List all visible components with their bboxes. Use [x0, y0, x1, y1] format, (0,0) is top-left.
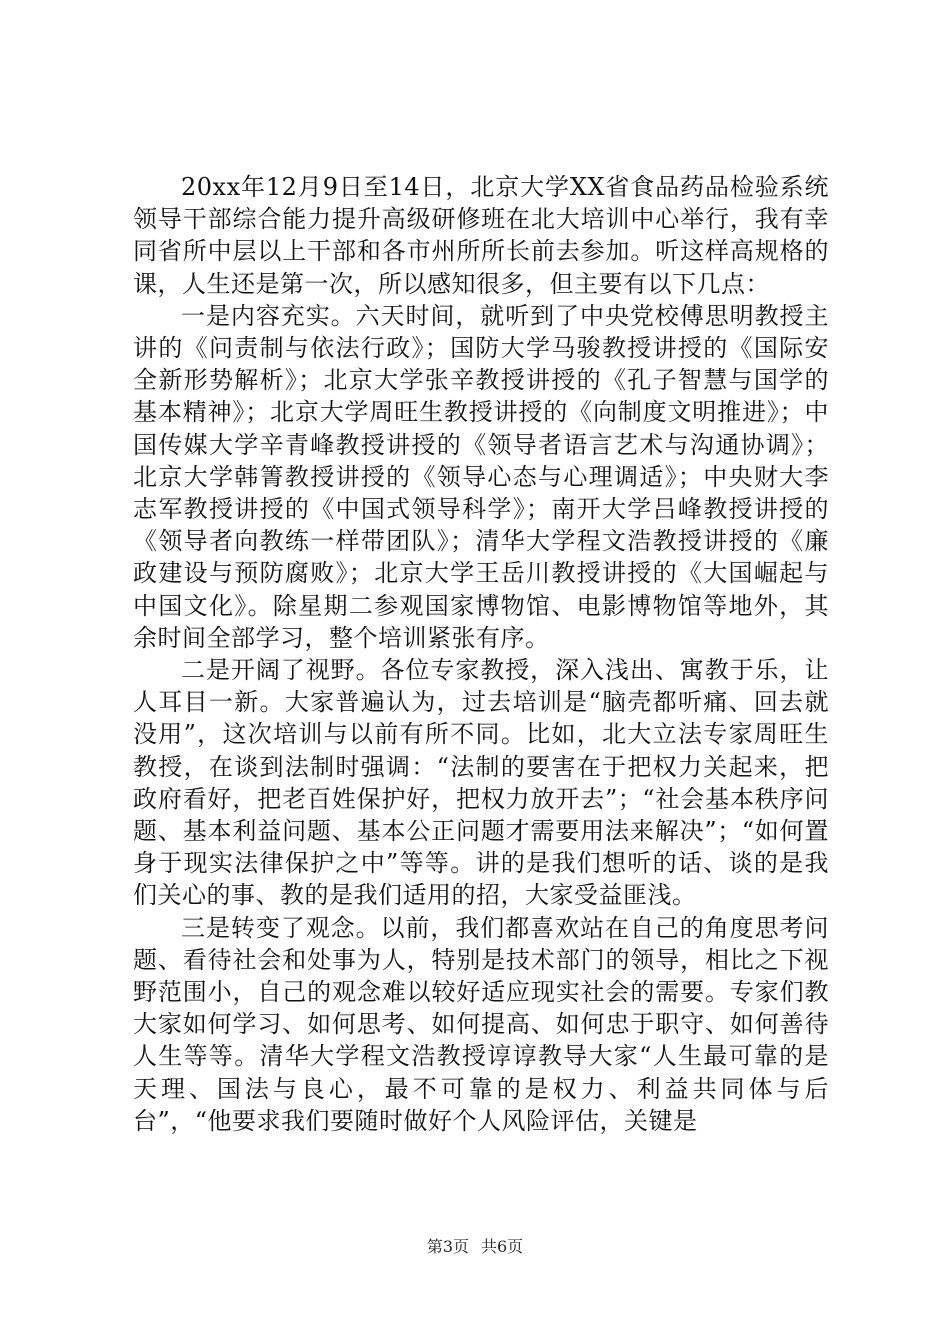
page-number-total: 共6页	[481, 1237, 524, 1256]
paragraph-content-rich: 一是内容充实。六天时间，就听到了中央党校傅思明教授主讲的《问责制与依法行政》；国防大学马骏教授讲授的《国际安全新形势解析》；北京大学张辛教授讲授的《孔子智慧与国学的基本精神》；北京大学周旺生教授讲授的《向制度文明推进》；中国传媒大学辛青峰教授讲授的《领导者语言艺术与沟通协调》；北京大学韩箐教授讲授的《领导心态与心理调适》；中央财大李志军教授讲授的《中国式领导科学》；南开大学吕峰教授讲授的《领导者向教练一样带团队》；清华大学程文浩教授讲授的《廉政建设与预防腐败》；北京大学王岳川教授讲授的《大国崛起与中国文化》。除星期二参观国家博物馆、电影博物馆等地外，其余时间全部学习，整个培训紧张有序。	[133, 301, 829, 652]
paragraph-intro: 20xx年12月9日至14日，北京大学XX省食品药品检验系统领导干部综合能力提升高级研修班在北大培训中心举行，我有幸同省所中层以上干部和各市州所所长前去参加。听这样高规格的课，人生还是第一次，所以感知很多，但主要有以下几点：	[133, 173, 829, 298]
document-body	[133, 171, 829, 1137]
paragraph-broadened-vision: 二是开阔了视野。各位专家教授，深入浅出、寓教于乐，让人耳目一新。大家普遍认为，过去培训是“脑壳都听痛、回去就没用”，这次培训与以前有所不同。比如，北大立法专家周旺生教授，在谈到法制时强调：“法制的要害在于把权力关起来，把政府看好，把老百姓保护好，把权力放开去”；“社会基本秩序问题、基本利益问题、基本公正问题才需要用法来解决”；“如何置身于现实法律保护之中”等等。讲的是我们想听的话、谈的是我们关心的事、教的是我们适用的招，大家受益匪浅。	[133, 656, 829, 910]
page-footer	[0, 1237, 950, 1257]
paragraph-changed-concepts: 三是转变了观念。以前，我们都喜欢站在自己的角度思考问题、看待社会和处事为人，特别是技术部门的领导，相比之下视野范围小，自己的观念难以较好适应现实社会的需要。专家们教大家如何学习、如何思考、如何提高、如何忠于职守、如何善待人生等等。清华大学程文浩教授谆谆教导大家“人生最可靠的是天理、国法与良心，最不可靠的是权力、利益共同体与后台”，“他要求我们要随时做好个人风险评估，关键是	[133, 913, 829, 1135]
page-number-current: 第3页	[426, 1237, 469, 1256]
